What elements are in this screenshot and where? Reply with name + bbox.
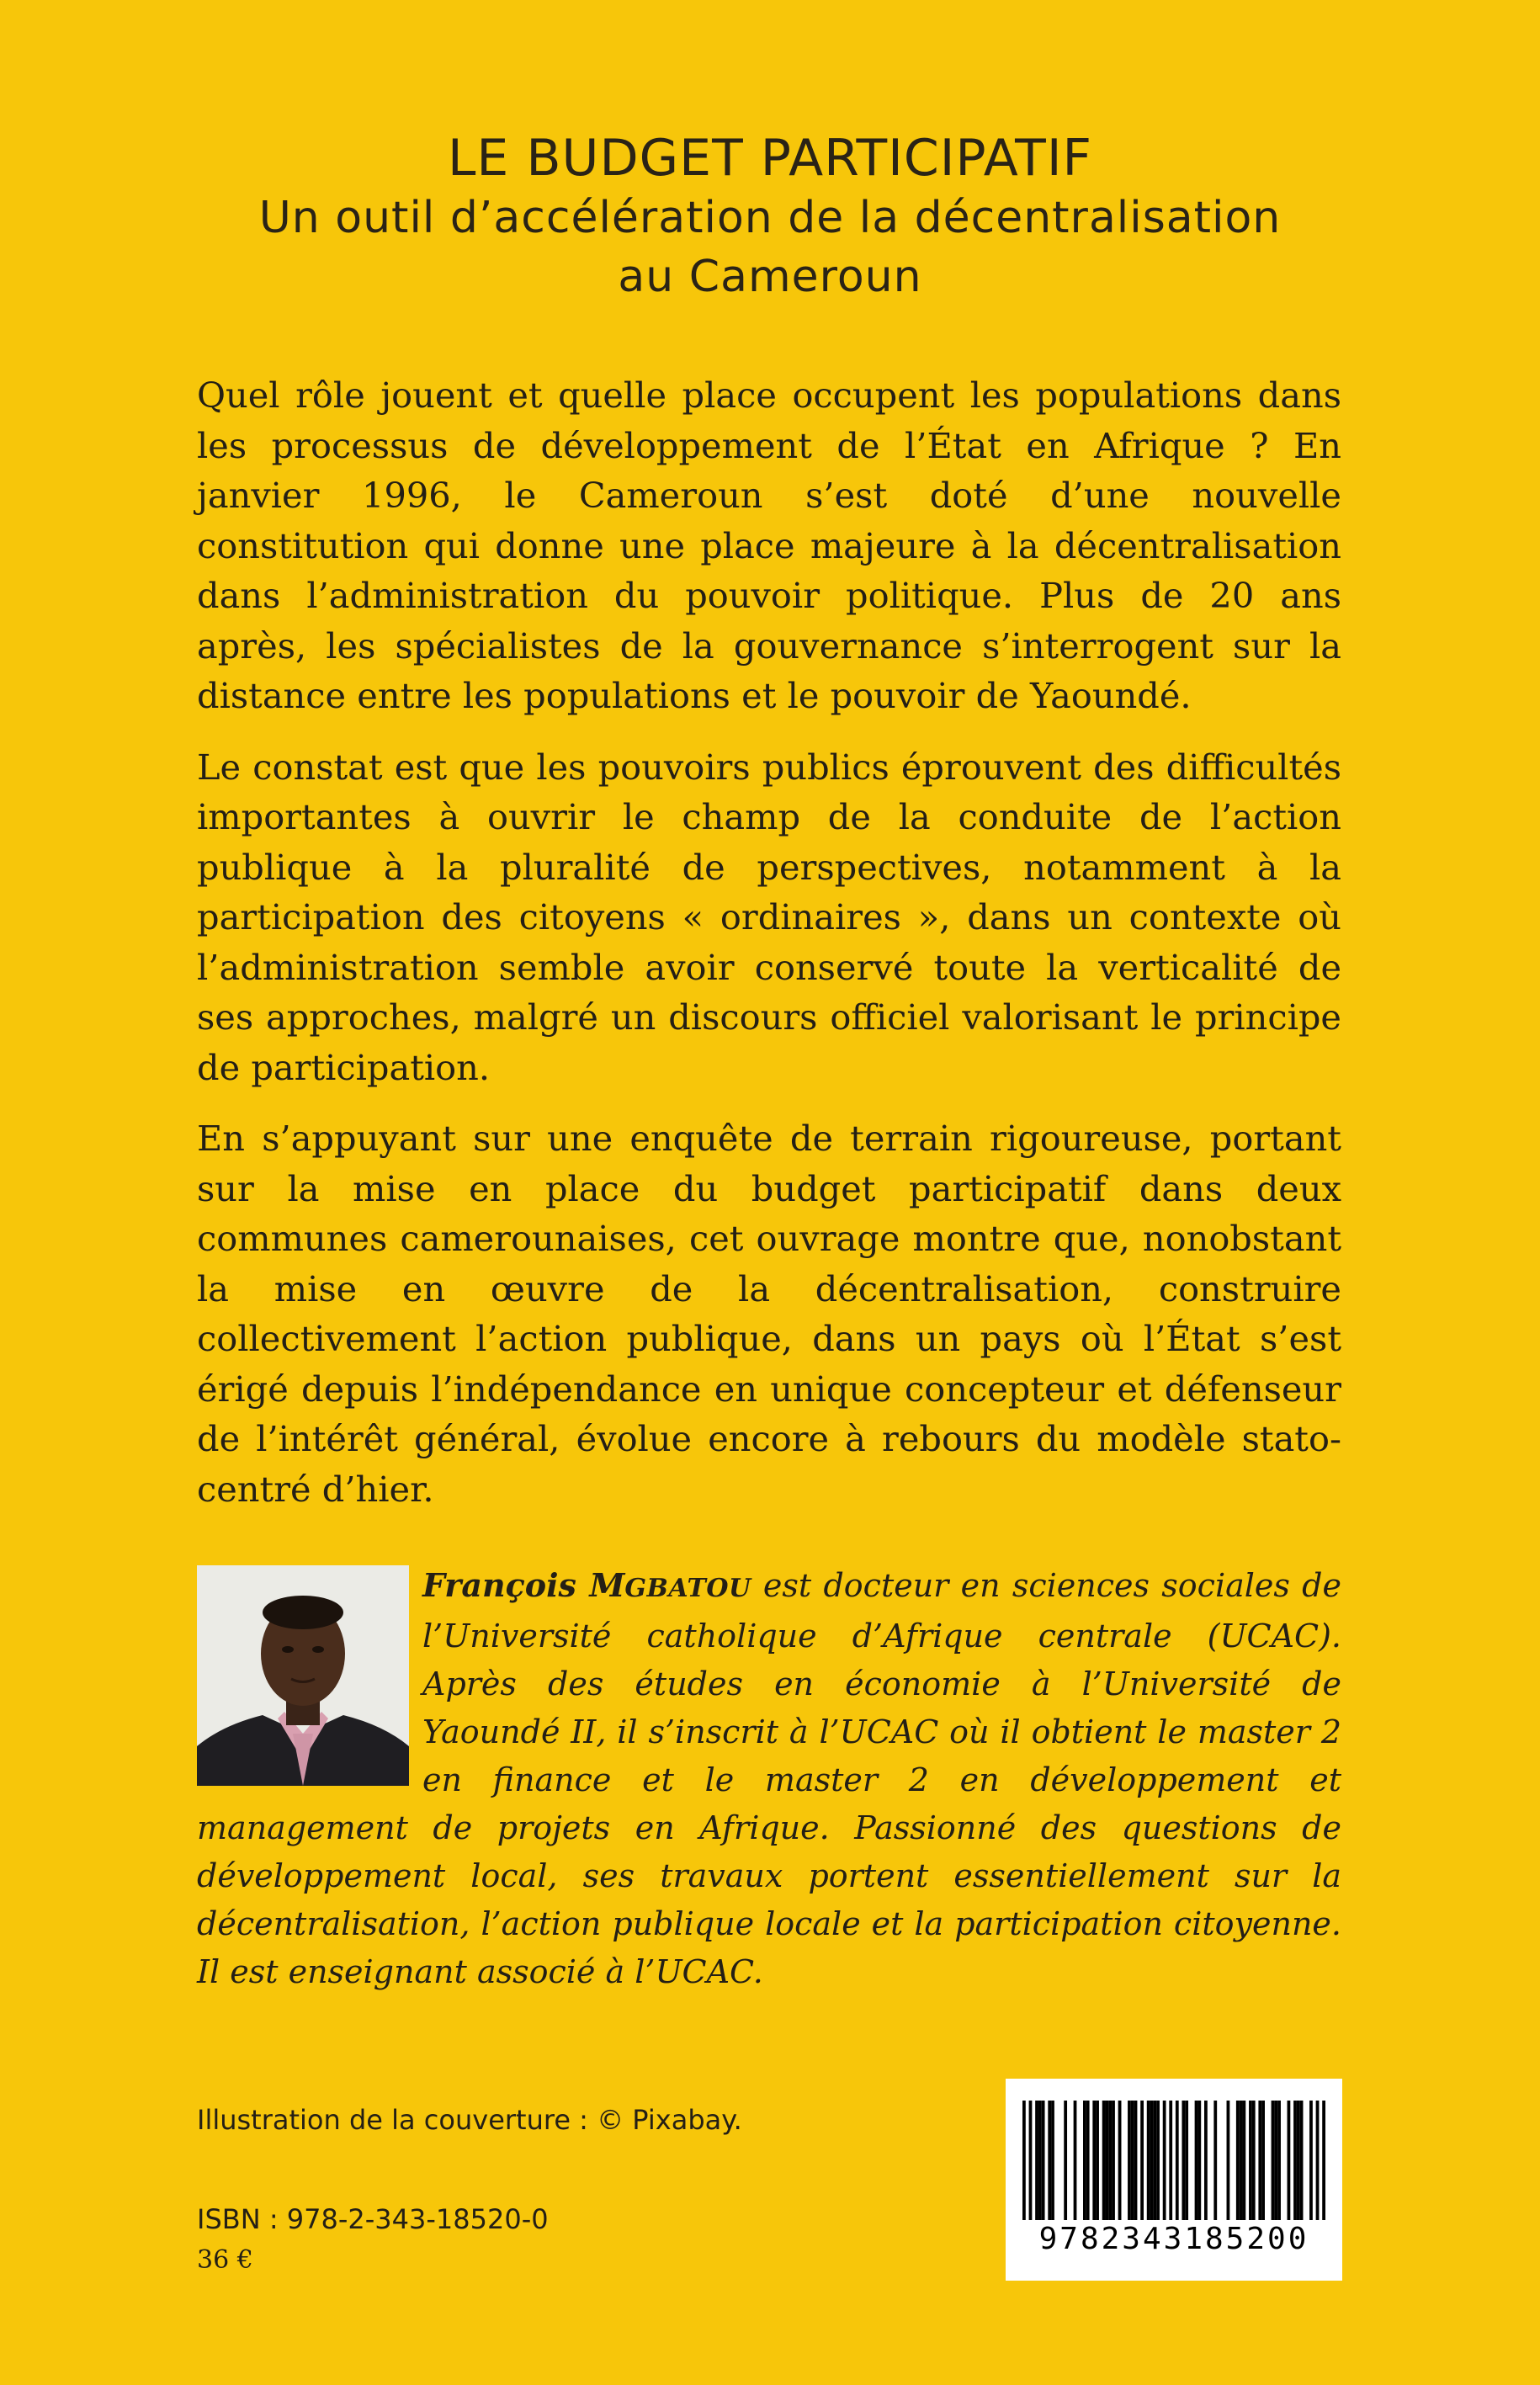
- barcode-bar: [1140, 2101, 1144, 2220]
- author-name: François MGBATOU: [422, 1566, 751, 1604]
- barcode-bar: [1213, 2101, 1217, 2220]
- barcode-bar: [1322, 2101, 1325, 2220]
- barcode-bar: [1240, 2101, 1243, 2220]
- title-block: [0, 128, 1540, 306]
- book-subtitle-line-2: au Cameroun: [618, 252, 922, 302]
- barcode-bar: [1204, 2101, 1208, 2220]
- barcode-bar: [1147, 2101, 1150, 2220]
- barcode-bar: [1274, 2101, 1277, 2220]
- barcode-bar: [1134, 2101, 1138, 2220]
- barcode-bar: [1150, 2101, 1154, 2220]
- barcode-bar: [1042, 2101, 1045, 2220]
- barcode-bar: [1316, 2101, 1320, 2220]
- barcode-bar: [1252, 2101, 1256, 2220]
- author-biography: [197, 1561, 1341, 1996]
- summary-paragraph: Le constat est que les pouvoirs publics éprouvent des difficultés importantes à ouvrir le champ de la conduite de l’action publique à la pluralité de perspectives, notamment à la participation des citoyens « ordinaires », dans un contexte où l’administration semble avoir conservé toute la verticalité de ses approches, malgré un discours officiel valorisant le principe de participation.: [197, 746, 1341, 1088]
- barcode-bar: [1236, 2101, 1240, 2220]
- barcode-bar: [1153, 2101, 1156, 2220]
- summary-paragraph: Quel rôle jouent et quelle place occupent les populations dans les processus de développement de l’État en Afrique ? En janvier 1996, le Cameroun s’est doté d’une nouvelle constitution qui donne une place majeure à la décentralisation dans l’administration du pouvoir politique. Plus de 20 ans après, les spécialistes de la gouvernance s’interrogent sur la distance entre les populations et le pouvoir de Yaoundé.: [197, 374, 1341, 716]
- price: 36 €: [197, 2245, 253, 2275]
- author-bio-text: est docteur en sciences sociales de l’Université catholique d’Afrique centrale (UCAC). Après des études en économie à l’Université de Yaoundé II, il s’inscrit à l’UCAC où il obtient le master 2 en finance et le master 2 en développement et management de projets en Afrique. Passionné des questions de développement local, ses travaux portent essentiellement sur la décentralisation, l’action publique locale et la participation citoyenne. Il est enseignant associé à l’UCAC.: [197, 1567, 1341, 1990]
- barcode-bar: [1038, 2101, 1042, 2220]
- barcode-bar: [1288, 2101, 1291, 2220]
- barcode-bar: [1096, 2101, 1099, 2220]
- barcode-bar: [1197, 2101, 1201, 2220]
- barcode-bar: [1300, 2101, 1304, 2220]
- barcode-bar: [1048, 2101, 1051, 2220]
- barcode-bar: [1163, 2101, 1166, 2220]
- isbn: ISBN : 978-2-343-18520-0: [197, 2203, 549, 2235]
- barcode-bar: [1106, 2101, 1109, 2220]
- barcode-number: 9782343185200: [1038, 2222, 1309, 2256]
- barcode-bar: [1128, 2101, 1131, 2220]
- barcode-bar: [1118, 2101, 1122, 2220]
- barcode-bar: [1074, 2101, 1077, 2220]
- barcode-bar: [1182, 2101, 1185, 2220]
- barcode-bar: [1102, 2101, 1106, 2220]
- barcode-bar: [1297, 2101, 1300, 2220]
- barcode-bar: [1156, 2101, 1160, 2220]
- barcode-bar: [1227, 2101, 1230, 2220]
- book-summary: [197, 370, 1341, 1535]
- barcode-bar: [1108, 2101, 1112, 2220]
- barcode-bar: [1272, 2101, 1275, 2220]
- barcode-bars: [1022, 2101, 1325, 2220]
- barcode-bar: [1035, 2101, 1038, 2220]
- barcode-bar: [1169, 2101, 1172, 2220]
- barcode-bar: [1258, 2101, 1261, 2220]
- barcode-bar: [1293, 2101, 1297, 2220]
- barcode-bar: [1261, 2101, 1265, 2220]
- barcode-bar: [1131, 2101, 1134, 2220]
- barcode-bar: [1112, 2101, 1115, 2220]
- cover-illustration-credit: Illustration de la couverture : © Pixabay.: [197, 2104, 742, 2136]
- barcode-bar: [1083, 2101, 1086, 2220]
- barcode-bar: [1277, 2101, 1281, 2220]
- book-subtitle-line-1: Un outil d’accélération de la décentralisation: [258, 193, 1282, 243]
- barcode-bar: [1051, 2101, 1054, 2220]
- barcode-bar: [1029, 2101, 1033, 2220]
- barcode-bar: [1195, 2101, 1198, 2220]
- barcode-bar: [1249, 2101, 1252, 2220]
- barcode-bar: [1185, 2101, 1188, 2220]
- barcode-bar: [1176, 2101, 1179, 2220]
- barcode-bar: [1086, 2101, 1090, 2220]
- barcode-bar: [1022, 2101, 1026, 2220]
- barcode-bar: [1242, 2101, 1245, 2220]
- barcode-bar: [1064, 2101, 1067, 2220]
- barcode-bar: [1309, 2101, 1313, 2220]
- barcode-bar: [1092, 2101, 1096, 2220]
- summary-paragraph: En s’appuyant sur une enquête de terrain rigoureuse, portant sur la mise en place du budget participatif dans deux communes camerounaises, cet ouvrage montre que, nonobstant la mise en œuvre de la décentralisation, construire collectivement l’action publique, dans un pays où l’État s’est érigé depuis l’indépendance en unique concepteur et défenseur de l’intérêt général, évolue encore à rebours du modèle stato-centré d’hier.: [197, 1118, 1341, 1510]
- book-title: LE BUDGET PARTICIPATIF: [447, 129, 1093, 188]
- barcode: [1006, 2079, 1342, 2281]
